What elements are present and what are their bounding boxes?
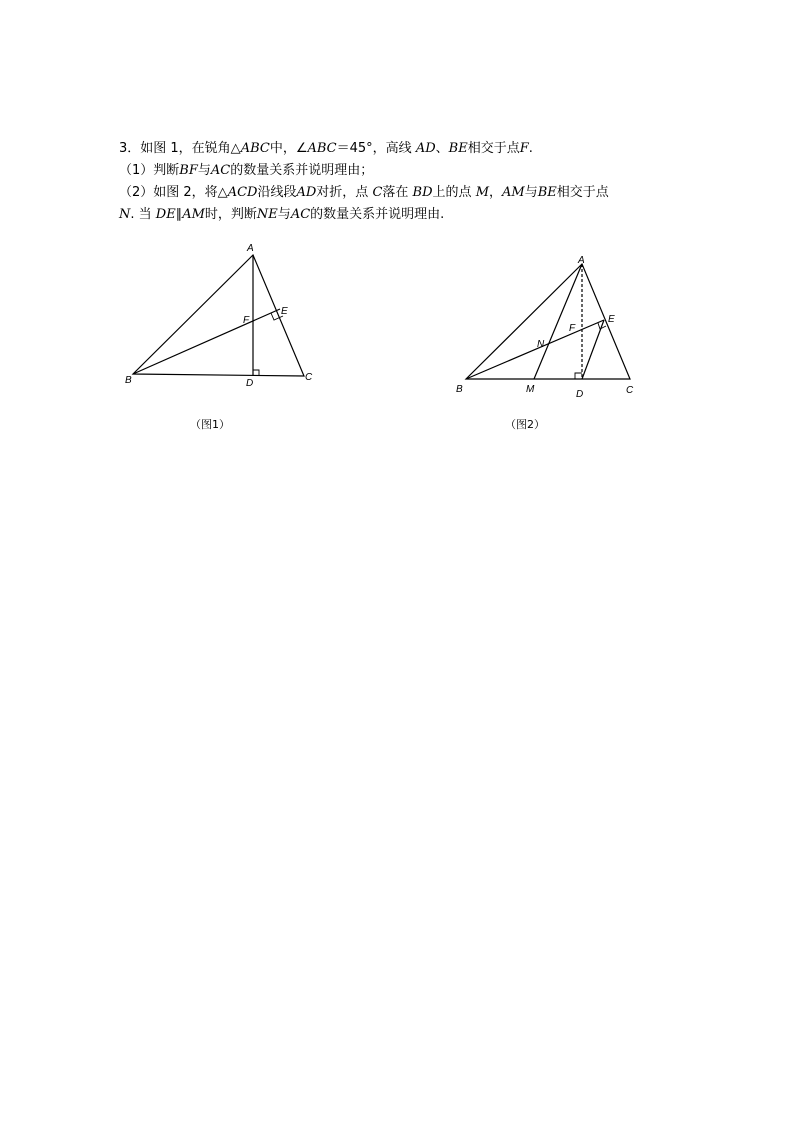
label-a: A (247, 243, 254, 254)
label-n2: N (537, 339, 545, 350)
math-text: BF (179, 163, 198, 178)
text: 与 (197, 163, 211, 178)
math-text: BE (537, 185, 557, 200)
math-text: ABC (307, 141, 337, 156)
figure-1-diagram (0, 0, 794, 440)
text: 中，∠ (269, 141, 308, 156)
figure-1 (0, 0, 794, 440)
text: 3．如图 1，在锐角△ (119, 141, 241, 156)
label-d: D (246, 378, 254, 389)
figure-2-caption: （图2） (505, 418, 545, 431)
math-text: C (372, 185, 383, 200)
text: 的数量关系并说明理由； (230, 163, 374, 178)
math-text: ACD (227, 185, 258, 200)
math-text: F (519, 141, 529, 156)
label-c: C (305, 372, 313, 383)
label-c2: C (626, 385, 634, 396)
text: 对折，点 (316, 185, 369, 200)
text: 的数量关系并说明理由. (310, 207, 445, 222)
text: 上的点 (432, 185, 472, 200)
text: . 当 (130, 207, 152, 222)
label-d2: D (576, 389, 584, 400)
math-text: AM (182, 207, 205, 222)
math-text: ABC (240, 141, 270, 156)
label-b2: B (456, 384, 463, 395)
text: （2）如图 2，将△ (119, 185, 228, 200)
text: 沿线段 (257, 185, 297, 200)
label-e: E (281, 306, 288, 317)
text: 、 (435, 141, 449, 156)
text: 落在 (382, 185, 409, 200)
text: ＝45°，高线 (336, 141, 412, 156)
label-m2: M (526, 384, 535, 395)
math-text: N (119, 207, 131, 222)
math-text: BE (448, 141, 468, 156)
figure-1-caption: （图1） (190, 418, 230, 431)
math-text: AM (502, 185, 525, 200)
label-a2: A (578, 255, 585, 266)
text: 时，判断 (204, 207, 257, 222)
math-text: AC (290, 207, 311, 222)
text: （1）判断 (119, 163, 180, 178)
math-text: AD (296, 185, 317, 200)
math-text: M (475, 185, 489, 200)
text: . (528, 141, 533, 156)
math-text: NE (256, 207, 278, 222)
math-text: BD (412, 185, 433, 200)
text: 相交于点 (467, 141, 520, 156)
text: 与 (524, 185, 538, 200)
label-b: B (125, 375, 132, 386)
math-text: AD (415, 141, 436, 156)
altitude-be (133, 309, 280, 374)
text: 相交于点 (556, 185, 609, 200)
label-e2: E (608, 314, 615, 325)
label-f: F (243, 315, 250, 326)
label-f2: F (569, 323, 576, 334)
text: ， (489, 185, 503, 200)
math-text: DE (155, 207, 176, 222)
triangle-abc (133, 255, 304, 376)
text: 与 (277, 207, 291, 222)
text: ∥ (175, 207, 183, 222)
math-text: AC (210, 163, 231, 178)
